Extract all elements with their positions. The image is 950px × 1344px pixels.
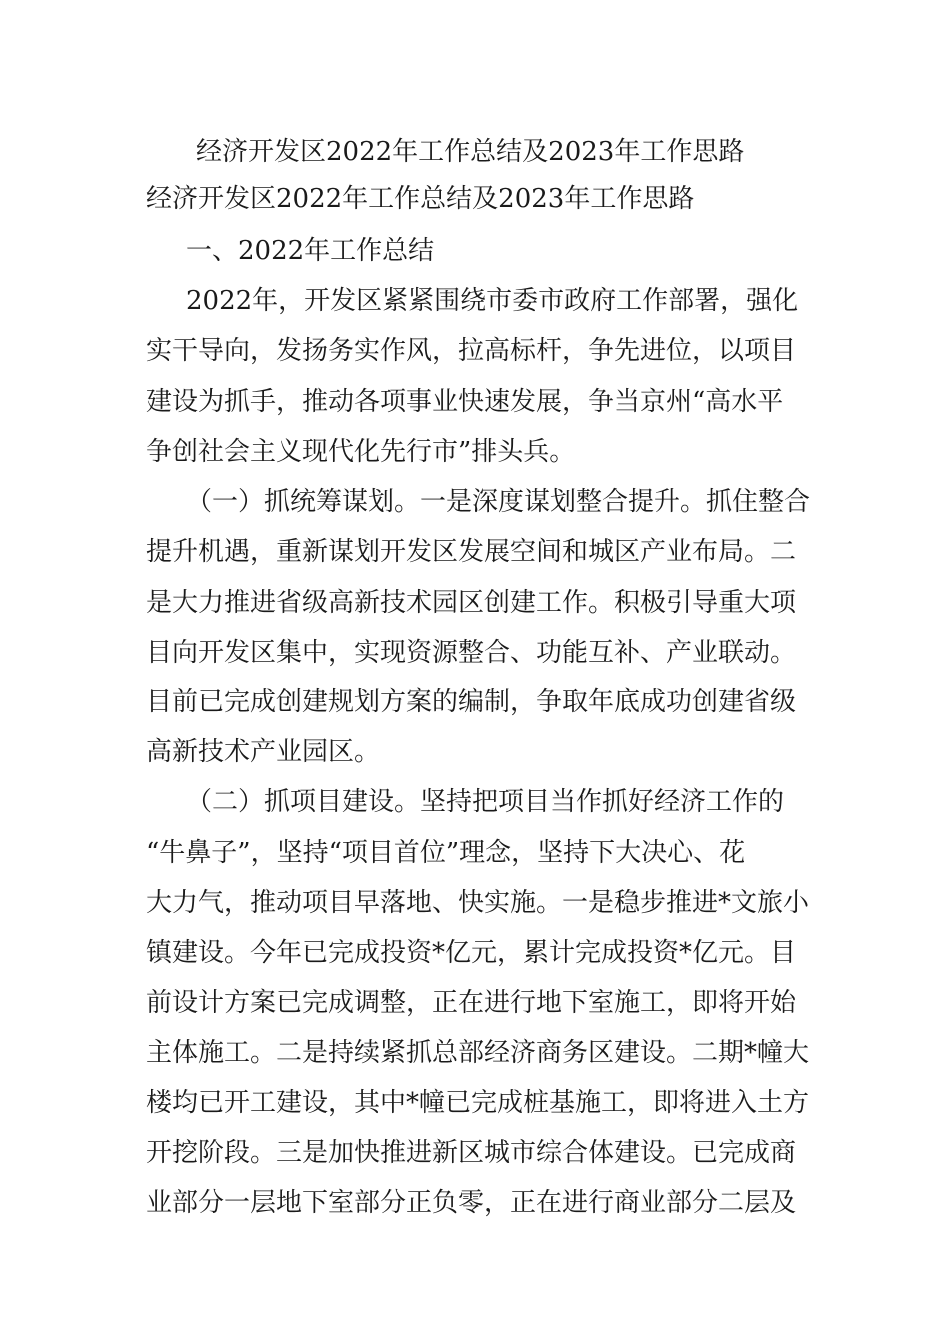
paragraph-1-line-2: 实干导向，发扬务实作风，拉高标杆，争先进位，以项目 [146,336,797,366]
paragraph-2-line-1: （一）抓统筹谋划。一是深度谋划整合提升。抓住整合 [186,487,811,517]
paragraph-1-line-3: 建设为抓手，推动各项事业快速发展，争当京州“高水平 [146,387,784,417]
document-title: 经济开发区2022年工作总结及2023年工作思路 [196,137,745,167]
paragraph-3-line-4: 镇建设。今年已完成投资*亿元，累计完成投资*亿元。目 [146,938,797,968]
section-heading: 一、2022年工作总结 [186,236,435,266]
paragraph-3-line-2: “牛鼻子”，坚持“项目首位”理念，坚持下大决心、花 [146,838,746,868]
paragraph-3-line-6: 主体施工。二是持续紧抓总部经济商务区建设。二期*幢大 [146,1038,810,1068]
paragraph-3-line-5: 前设计方案已完成调整，正在进行地下室施工，即将开始 [146,988,797,1018]
paragraph-1-line-4: 争创社会主义现代化先行市”排头兵。 [146,437,576,467]
paragraph-3-line-3: 大力气，推动项目早落地、快实施。一是稳步推进*文旅小 [146,888,810,918]
paragraph-2-line-2: 提升机遇，重新谋划开发区发展空间和城区产业布局。二 [146,537,797,567]
paragraph-2-line-4: 目向开发区集中，实现资源整合、功能互补、产业联动。 [146,638,797,668]
paragraph-1-line-1: 2022年，开发区紧紧围绕市委市政府工作部署，强化 [186,286,799,316]
document-title-repeat: 经济开发区2022年工作总结及2023年工作思路 [146,184,695,214]
paragraph-3-line-8: 开挖阶段。三是加快推进新区城市综合体建设。已完成商 [146,1138,797,1168]
paragraph-3-line-9: 业部分一层地下室部分正负零，正在进行商业部分二层及 [146,1188,797,1218]
paragraph-2-line-3: 是大力推进省级高新技术园区创建工作。积极引导重大项 [146,588,797,618]
paragraph-2-line-6: 高新技术产业园区。 [146,737,381,767]
paragraph-3-line-1: （二）抓项目建设。坚持把项目当作抓好经济工作的 [186,787,785,817]
paragraph-3-line-7: 楼均已开工建设，其中*幢已完成桩基施工，即将进入土方 [146,1088,810,1118]
paragraph-2-line-5: 目前已完成创建规划方案的编制，争取年底成功创建省级 [146,687,797,717]
